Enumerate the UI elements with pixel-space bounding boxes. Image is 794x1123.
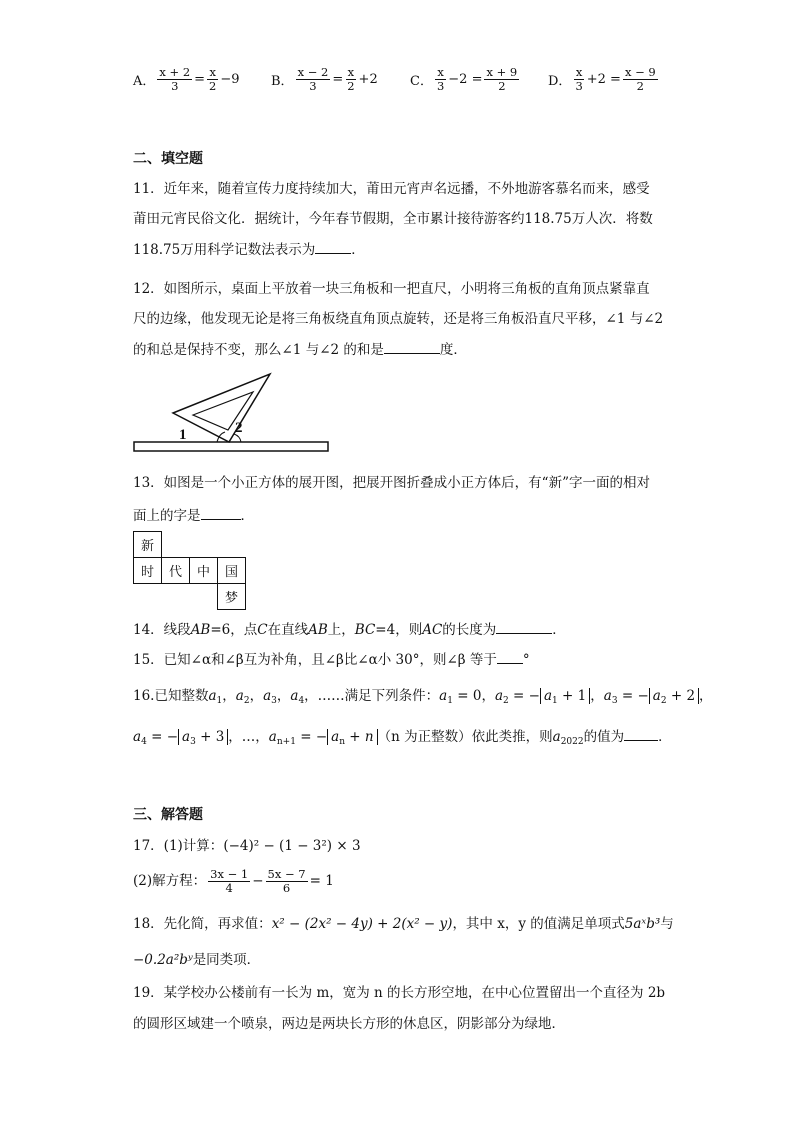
answer-blank[interactable] (497, 649, 523, 664)
cube-net (133, 531, 246, 610)
option-c[interactable]: C． $\frac{x}{3}$ −2 = $\frac{x + 9}{2}$ (410, 65, 518, 93)
q11-line-2: 莆田元宵民俗文化．据统计，今年春节假期，全市累计接待游客约118.75万人次．将数 (133, 211, 653, 227)
answer-blank[interactable] (624, 726, 658, 741)
option-label: C． (410, 74, 433, 89)
fraction: $\frac{x}{3}$ (436, 65, 445, 93)
fraction: $\frac{x + 9}{2}$ (486, 65, 518, 93)
answer-blank[interactable] (384, 339, 440, 354)
fraction: $\frac{x + 2}{3}$ (159, 65, 191, 93)
q12-line-1: 12．如图所示，桌面上平放着一块三角板和一把直尺，小明将三角板的直角顶点紧靠直 (133, 281, 650, 297)
q13-line-2: 面上的字是 ． (133, 505, 673, 526)
option-b[interactable]: B． $\frac{x - 2}{3}$ = $\frac{x}{2}$ +2 (271, 65, 378, 93)
fraction: $\frac{x - 9}{2}$ (624, 65, 656, 93)
fraction: $\frac{x}{2}$ (209, 65, 217, 93)
option-d[interactable]: D． $\frac{x}{3}$ +2 = $\frac{x - 9}{2}$ (548, 65, 656, 93)
option-label: A． (133, 74, 156, 89)
q12-line-3: 的和总是保持不变，那么∠1 与∠2 的和是 度． (133, 339, 673, 360)
section-title-fill-blank: 二、填空题 (133, 151, 203, 167)
fraction: $\frac{3x - 1}{4}$ (210, 867, 249, 895)
fraction: $\frac{x - 2}{3}$ (297, 65, 329, 93)
q19-line-2: 的圆形区域建一个喷泉，两边是两块长方形的休息区，阴影部分为绿地． (133, 1016, 565, 1032)
net-cell: 新 (134, 532, 162, 558)
q16-line-1: 16.已知整数$a_1$，$a_2$，$a_3$，$a_4$，……满足下列条件：$a_1 = 0$，$a_2$ = − $a_1 + 1$ ，$a_3$ = − $a_2 + 2$ ， (133, 688, 713, 706)
q14-line: 14．线段AB=6，点C在直线AB上，BC=4，则AC的长度为 ． (133, 619, 673, 640)
net-cell: 时 (134, 558, 162, 584)
ruler (134, 442, 328, 451)
net-cell: 代 (162, 558, 190, 584)
option-a[interactable]: A． $\frac{x + 2}{3}$ = $\frac{x}{2}$ −9 (133, 65, 240, 93)
monomial-1: 5aˣb³ (624, 916, 661, 932)
option-label: B． (271, 74, 294, 89)
answer-blank[interactable] (201, 505, 241, 520)
q11-line-1: 11．近年来，随着宣传力度持续加大，莆田元宵声名远播，不外地游客慕名而来，感受 (133, 181, 650, 197)
net-cell: 中 (190, 558, 218, 584)
q15-line: 15．已知∠α和∠β互为补角，且∠β比∠α小 30°，则∠β 等于 ° (133, 649, 673, 670)
net-cell: 国 (218, 558, 246, 584)
q18-line-2: −0.2a²bʸ是同类项． (133, 952, 261, 968)
angle-label-1: 1 (179, 427, 187, 443)
fraction: $\frac{x}{3}$ (575, 65, 583, 93)
fraction: $\frac{5x - 7}{6}$ (267, 867, 306, 895)
answer-blank[interactable] (315, 239, 351, 254)
q17-line-1: 17．(1)计算：(−4)² − (1 − 3²) × 3 (133, 838, 361, 854)
q18-expression: x² − (2x² − 4y) + 2(x² − y) (271, 916, 453, 932)
angle-label-2: 2 (235, 420, 243, 436)
answer-blank[interactable] (496, 619, 552, 634)
q17-expression: (−4)² − (1 − 3²) × 3 (223, 838, 361, 854)
q16-line-2: $a_4$ = − $a_3 + 3$ ，…，$a_{n+1}$ = − $a_n + n$ （n 为正整数）依此类推，则$a_{2022}$的值为 ． (133, 726, 673, 752)
section-title-solve: 三、解答题 (133, 807, 203, 823)
fraction: $\frac{x}{2}$ (347, 65, 355, 93)
q17-line-2: (2)解方程： $\frac{3x - 1}{4}$ − $\frac{5x - 7}{6}$ = 1 (133, 867, 334, 895)
q13-line-1: 13．如图是一个小正方体的展开图，把展开图折叠成小正方体后，有“新”字一面的相对 (133, 475, 650, 491)
triangle-ruler-figure (133, 368, 333, 456)
set-square-outer (173, 374, 270, 442)
q19-line-1: 19．某学校办公楼前有一长为 m，宽为 n 的长方形空地，在中心位置留出一个直径为 2b (133, 985, 666, 1001)
q11-line-3: 118.75万用科学记数法表示为 ． (133, 239, 673, 260)
net-cell: 梦 (218, 584, 246, 610)
monomial-2: −0.2a²bʸ (133, 952, 193, 968)
q18-line-1: 18．先化简，再求值：x² − (2x² − 4y) + 2(x² − y)，其中 x，y 的值满足单项式5aˣb³与 (133, 916, 674, 932)
q12-line-2: 尺的边缘，他发现无论是将三角板绕直角顶点旋转，还是将三角板沿直尺平移，∠1 与∠2 (133, 311, 664, 327)
option-label: D． (548, 74, 572, 89)
set-square-inner (193, 392, 253, 430)
